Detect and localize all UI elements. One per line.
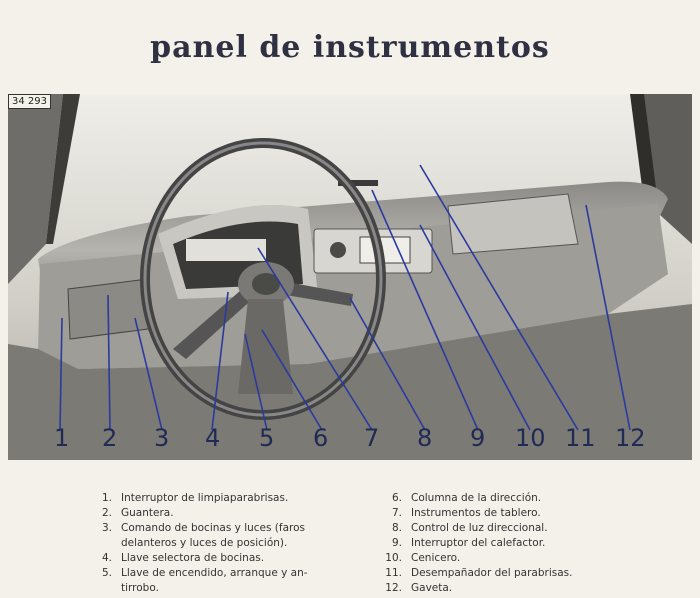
callout-10: 10: [515, 424, 546, 452]
callout-2: 2: [102, 424, 118, 452]
callout-1: 1: [54, 424, 70, 452]
legend-item: 9. Interruptor del calefactor.: [391, 537, 546, 549]
legend-item: 6. Columna de la dirección.: [391, 492, 542, 504]
legend-item: 12. Gaveta.: [385, 582, 453, 594]
callout-9: 9: [470, 424, 486, 452]
legend-item: 4. Llave selectora de bocinas.: [101, 552, 265, 564]
legend: [0, 491, 700, 598]
legend-item: 2. Guantera.: [101, 507, 174, 519]
legend-item: 3. Comando de bocinas y luces (faros: [101, 522, 306, 534]
dashboard-photo: [8, 94, 692, 460]
legend-item-continuation: delanteros y luces de posición).: [121, 537, 288, 549]
legend-item: 10. Cenicero.: [385, 552, 461, 564]
callout-8: 8: [417, 424, 433, 452]
legend-item: 8. Control de luz direccional.: [391, 522, 548, 534]
page-title: panel de instrumentos: [150, 30, 550, 65]
legend-column-right: [380, 491, 680, 596]
legend-item: 5. Llave de encendido, arranque y an-: [101, 567, 308, 579]
callout-7: 7: [364, 424, 380, 452]
callout-4: 4: [205, 424, 221, 452]
callout-6: 6: [313, 424, 329, 452]
callout-3: 3: [154, 424, 170, 452]
legend-item-continuation: tirrobo.: [121, 582, 159, 594]
legend-item: 7. Instrumentos de tablero.: [391, 507, 541, 519]
photo-reference-code: 34 293: [8, 94, 51, 109]
callout-12: 12: [615, 424, 646, 452]
legend-column-left: [90, 491, 340, 596]
legend-item: 1. Interruptor de limpiaparabrisas.: [101, 492, 289, 504]
legend-item: 11. Desempañador del parabrisas.: [385, 567, 573, 579]
callout-5: 5: [259, 424, 275, 452]
dashboard-illustration: [8, 94, 692, 460]
callout-11: 11: [565, 424, 596, 452]
